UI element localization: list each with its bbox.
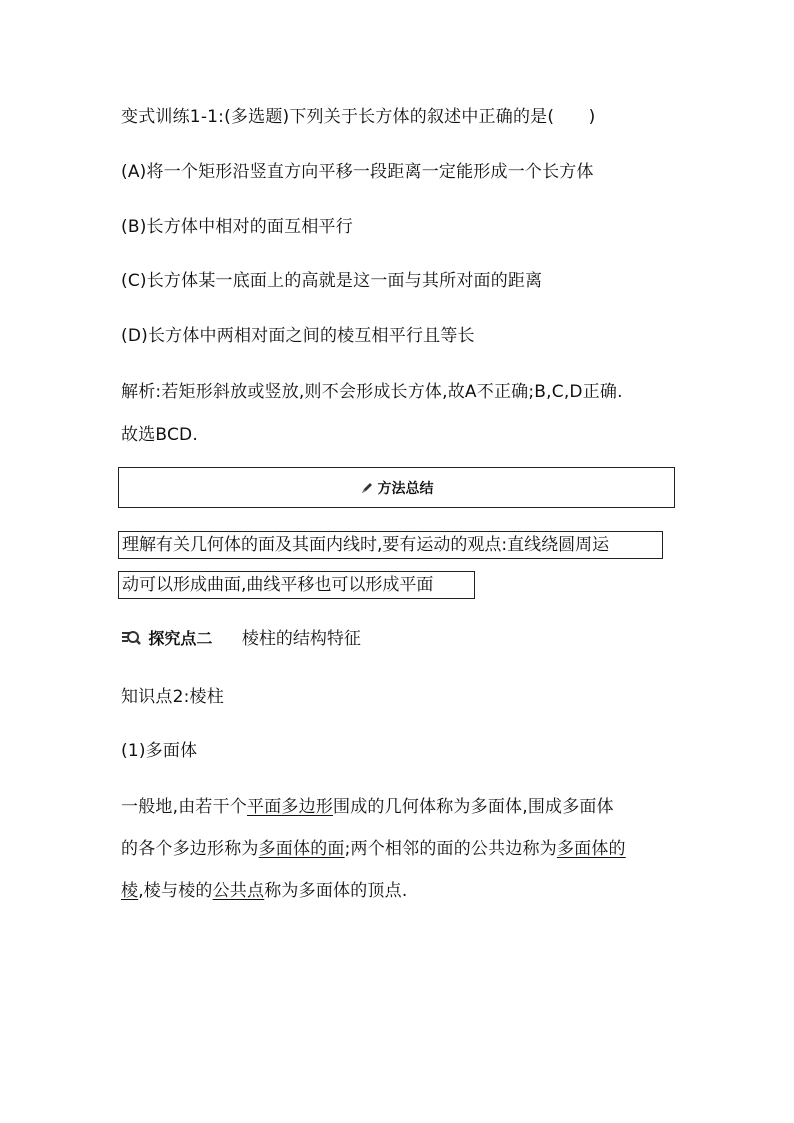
text-segment: 一般地,由若干个 [121,797,248,817]
text-segment: 围成的几何体称为多面体,围成多面体 [333,797,614,817]
option-d: (D)长方体中两相对面之间的棱互相平行且等长 [121,326,475,346]
explore-badge: 探究点二 [148,629,213,648]
analysis-line-1: 解析:若矩形斜放或竖放,则不会形成长方体,故A不正确;B,C,D正确. [121,382,623,402]
summary-line-1: 理解有关几何体的面及其面内线时,要有运动的观点:直线绕圆周运 [118,531,663,559]
text-segment: 称为多面体的顶点. [264,881,408,901]
knowledge-point: 知识点2:棱柱 [121,687,224,707]
summary-line-2: 动可以形成曲面,曲线平移也可以形成平面 [118,571,475,599]
explore-heading [121,627,361,651]
paragraph-line-3 [121,879,407,903]
underlined-term: 平面多边形 [247,797,334,817]
method-summary-heading: 方法总结 [377,480,434,497]
underlined-term: 多面体的 [556,839,626,859]
option-b: (B)长方体中相对的面互相平行 [121,217,353,237]
paragraph-line-1 [121,795,614,819]
underlined-term: 棱 [121,881,139,901]
knowledge-sub: (1)多面体 [121,741,198,761]
underlined-term: 公共点 [212,881,265,901]
text-segment: ;两个相邻的面的公共边称为 [344,839,557,859]
pen-icon [360,481,374,495]
paragraph-line-2 [121,837,626,861]
explore-title: 棱柱的结构特征 [241,629,361,649]
method-summary-box [118,467,675,508]
analysis-line-2: 故选BCD. [121,425,198,445]
magnifier-icon [121,629,141,647]
option-c: (C)长方体某一底面上的高就是这一面与其所对面的距离 [121,271,543,291]
text-segment: 的各个多边形称为 [121,839,259,859]
underlined-term: 多面体的面 [258,839,345,859]
exercise-question: 变式训练1-1:(多选题)下列关于长方体的叙述中正确的是( ) [121,107,596,127]
text-segment: ,棱与棱的 [138,881,213,901]
option-a: (A)将一个矩形沿竖直方向平移一段距离一定能形成一个长方体 [121,162,594,182]
